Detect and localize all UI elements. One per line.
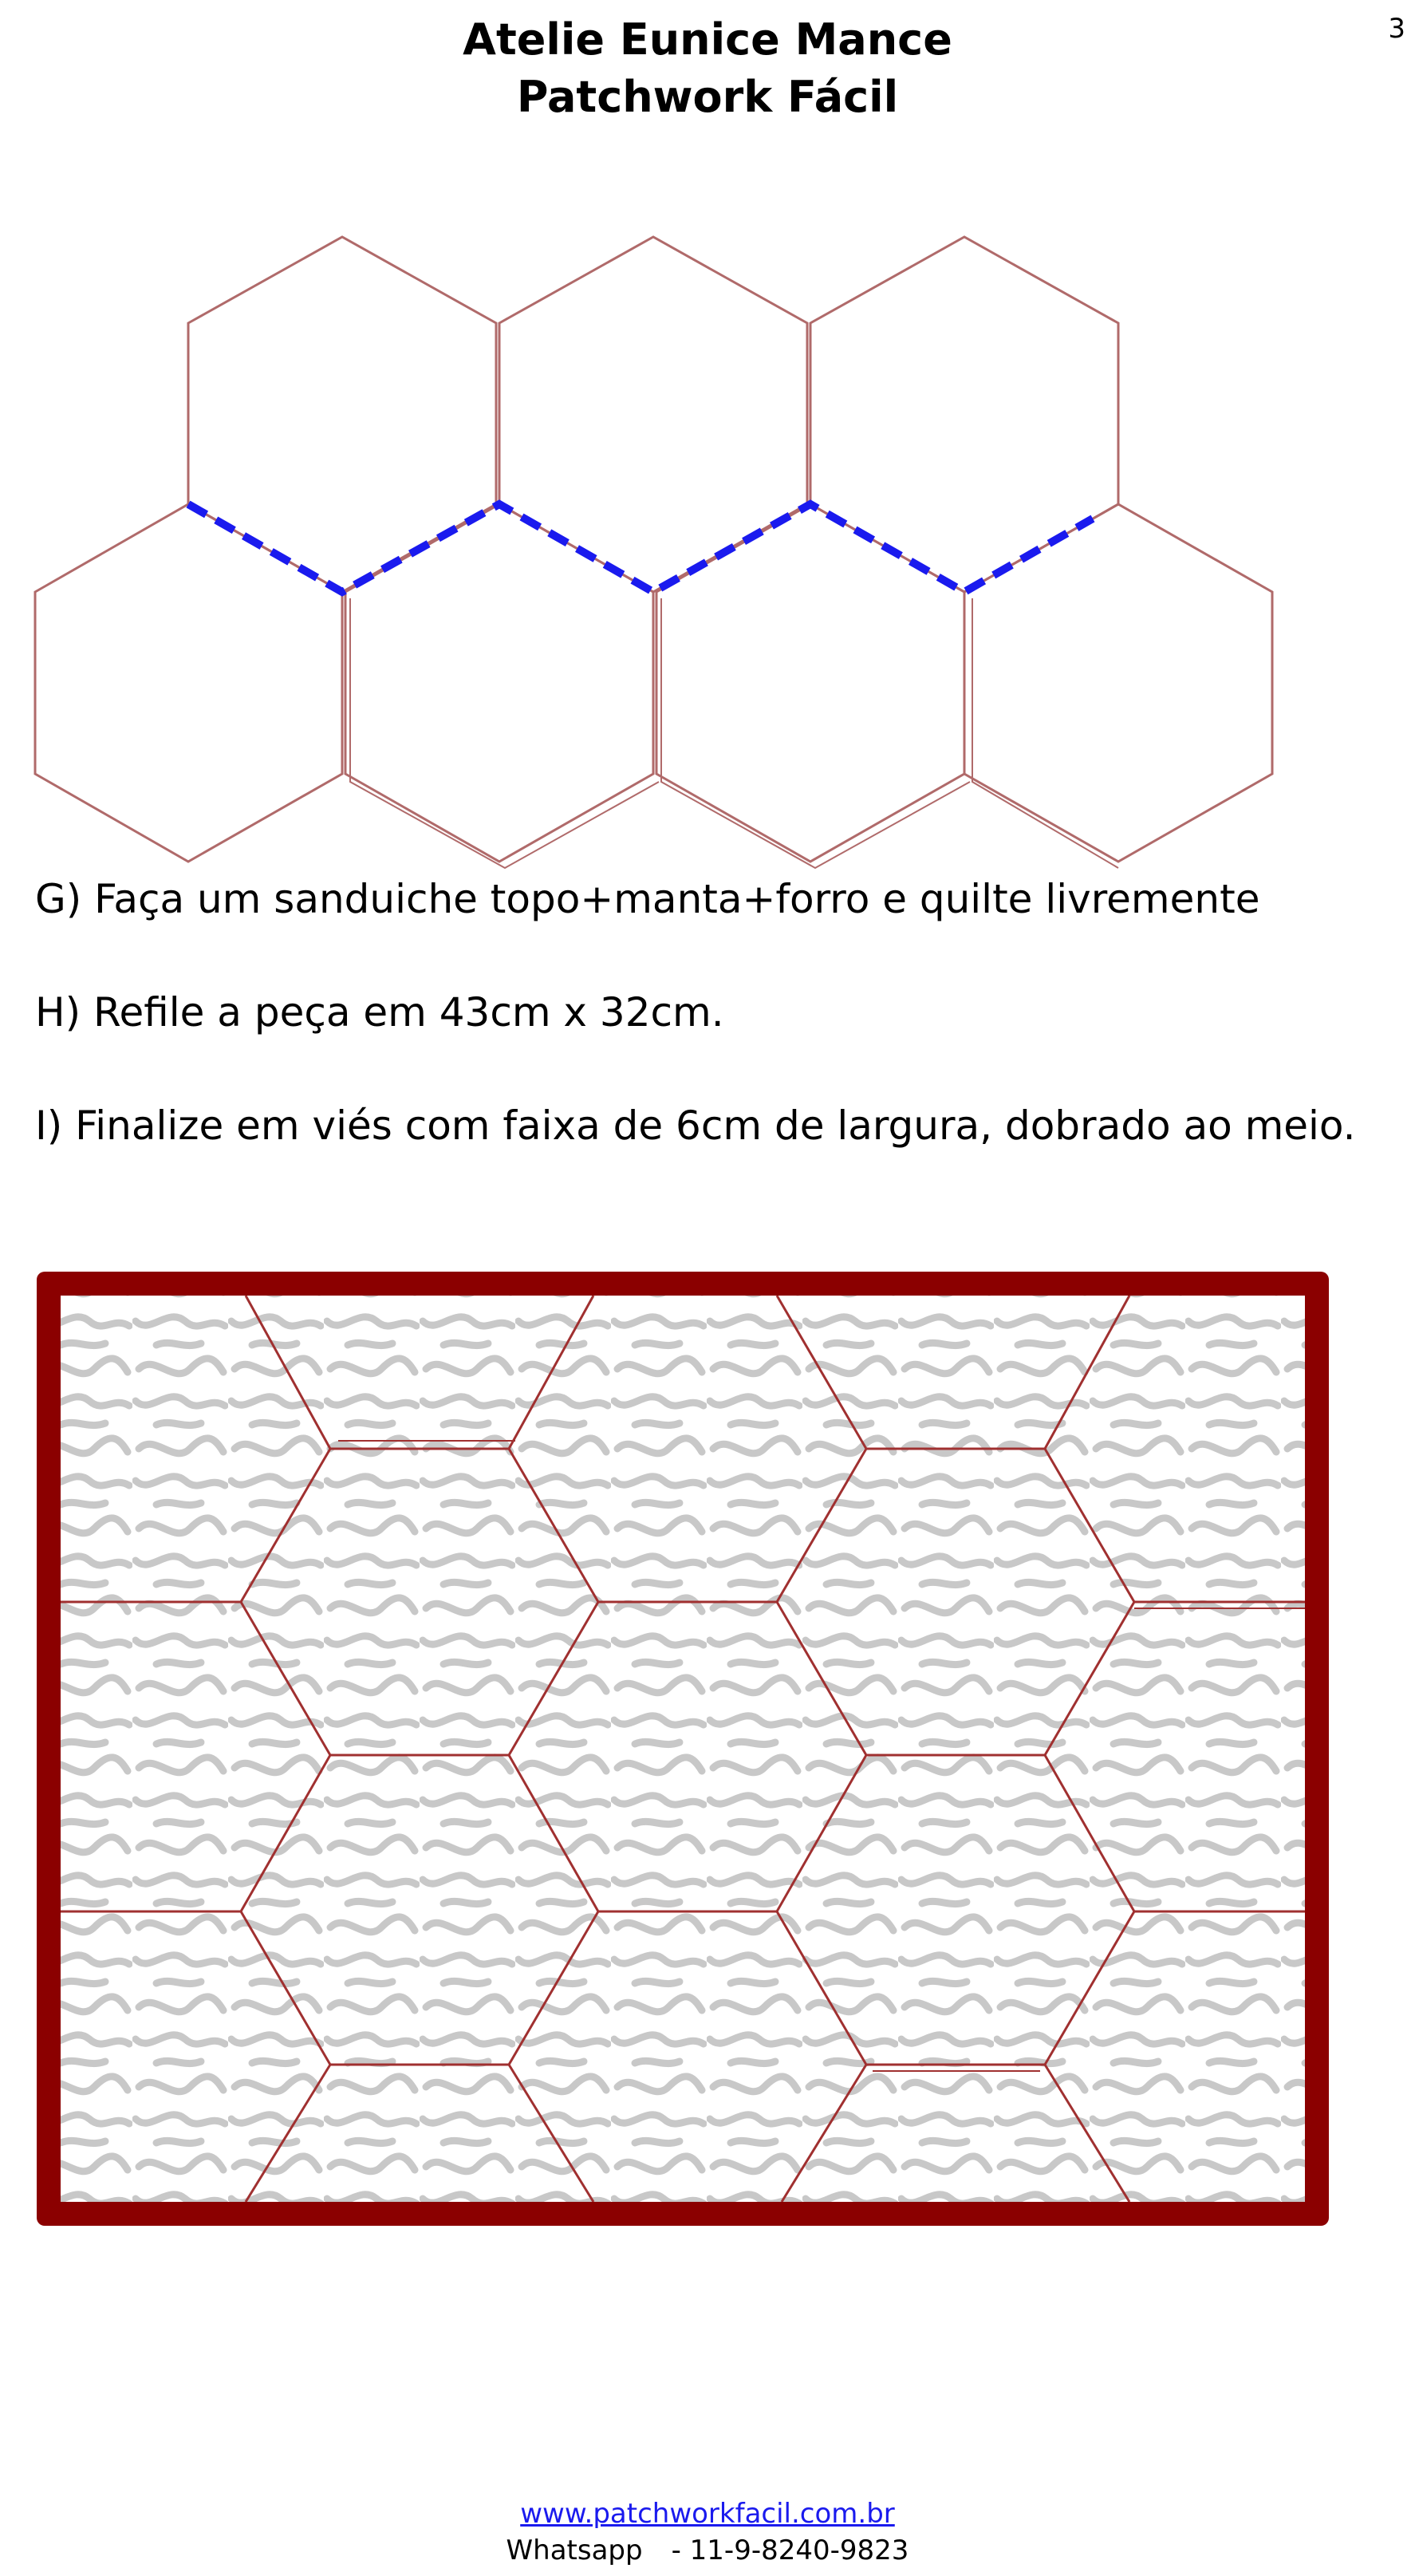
instruction-h: H) Refile a peça em 43cm x 32cm. bbox=[35, 989, 724, 1036]
instruction-g: G) Faça um sanduiche topo+manta+forro e quilte livremente bbox=[35, 876, 1260, 922]
hexagon-bottom-1 bbox=[35, 504, 342, 862]
hexagon-assembly-diagram bbox=[0, 223, 1415, 878]
hexagon-bottom-4 bbox=[964, 504, 1272, 862]
seam-dashed-line bbox=[188, 504, 1093, 592]
page-title: Atelie Eunice Mance bbox=[463, 14, 952, 65]
whatsapp-label: Whatsapp bbox=[506, 2535, 643, 2566]
page-footer bbox=[0, 2495, 1415, 2569]
whatsapp-number: - 11-9-8240-9823 bbox=[671, 2535, 909, 2566]
whatsapp-line bbox=[0, 2532, 1415, 2569]
hexagon-top-3 bbox=[810, 237, 1118, 592]
hexagon-bottom-3 bbox=[656, 504, 964, 862]
hexagon-bottom-2 bbox=[345, 504, 653, 862]
hexagon-top-1 bbox=[188, 237, 496, 592]
hexagon-top-2 bbox=[499, 237, 807, 592]
instruction-i: I) Finalize em viés com faixa de 6cm de largura, dobrado ao meio. bbox=[35, 1103, 1356, 1149]
page-subtitle: Patchwork Fácil bbox=[516, 72, 899, 122]
quilting-pattern bbox=[61, 1296, 1305, 2202]
page-number: 3 bbox=[1388, 13, 1405, 45]
website-link[interactable]: www.patchworkfacil.com.br bbox=[520, 2498, 895, 2530]
finished-quilt-illustration bbox=[37, 1272, 1329, 2226]
page-header bbox=[0, 11, 1415, 126]
